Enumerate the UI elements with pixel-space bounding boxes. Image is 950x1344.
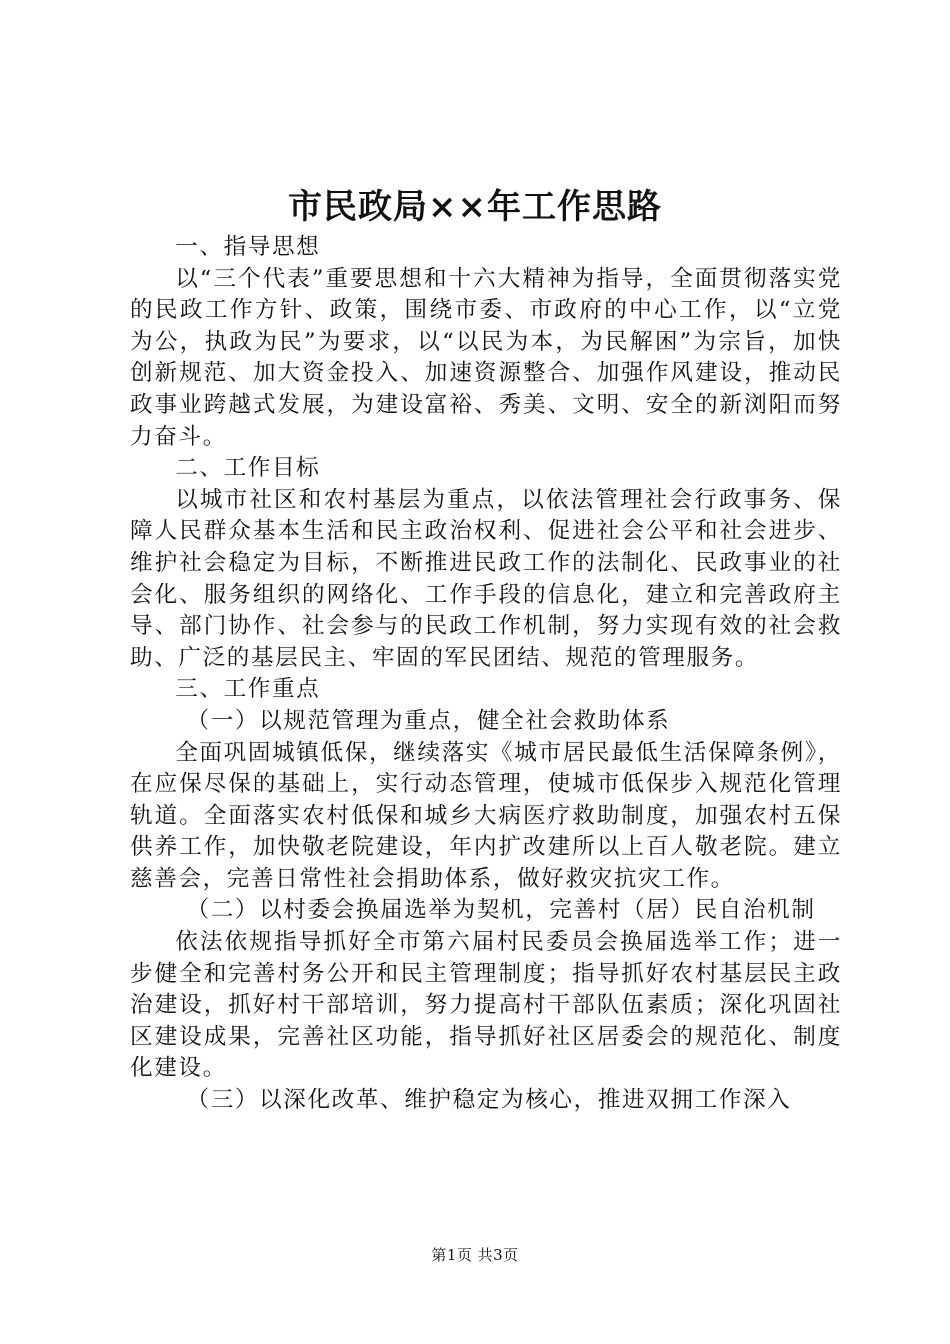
paragraph-guiding-ideology: 以“三个代表”重要思想和十六大精神为指导，全面贯彻落实党的民政工作方针、政策，围绕市委、市政府的中心工作，以“立党为公，执政为民”为要求，以“以民为本，为民解困”为宗旨，加快创新规范、加大资金投入、加速资源整合、加强作风建设，推动民政事业跨越式发展，为建设富裕、秀美、文明、安全的新浏阳而努力奋斗。 [130, 265, 842, 450]
subheading-social-assistance: （一）以规范管理为重点，健全社会救助体系 [186, 707, 671, 734]
paragraph-village-autonomy: 依法依规指导抓好全市第六届村民委员会换届选举工作；进一步健全和完善村务公开和民主管理制度；指导抓好农村基层民主政治建设，抓好村干部培训，努力提高村干部队伍素质；深化巩固社区建设成果，完善社区功能，指导抓好社区居委会的规范化、制度化建设。 [130, 929, 842, 1082]
document-body [130, 232, 842, 1117]
section-heading-work-goals: 二、工作目标 [175, 455, 321, 482]
section-heading-work-priorities: 三、工作重点 [175, 676, 321, 703]
paragraph-work-goals: 以城市社区和农村基层为重点，以依法管理社会行政事务、保障人民群众基本生活和民主政治权利、促进社会公平和社会进步、维护社会稳定为目标，不断推进民政工作的法制化、民政事业的社会化、服务组织的网络化、工作手段的信息化，建立和完善政府主导、部门协作、社会参与的民政工作机制，努力实现有效的社会救助、广泛的基层民主、牢固的军民团结、规范的管理服务。 [130, 486, 842, 671]
subheading-village-autonomy: （二）以村委会换届选举为契机，完善村（居）民自治机制 [186, 897, 816, 924]
document-title: 市民政局××年工作思路 [288, 187, 662, 227]
section-heading-guiding-ideology: 一、指导思想 [175, 234, 321, 260]
paragraph-social-assistance: 全面巩固城镇低保，继续落实《城市居民最低生活保障条例》，在应保尽保的基础上，实行动态管理，使城市低保步入规范化管理轨道。全面落实农村低保和城乡大病医疗救助制度，加强农村五保供养工作，加快敬老院建设，年内扩改建所以上百人敬老院。建立慈善会，完善日常性社会捐助体系，做好救灾抗灾工作。 [130, 739, 842, 892]
page-footer: 第1页 共3页 [431, 1246, 519, 1264]
subheading-double-support: （三）以深化改革、维护稳定为核心，推进双拥工作深入 [186, 1087, 792, 1114]
